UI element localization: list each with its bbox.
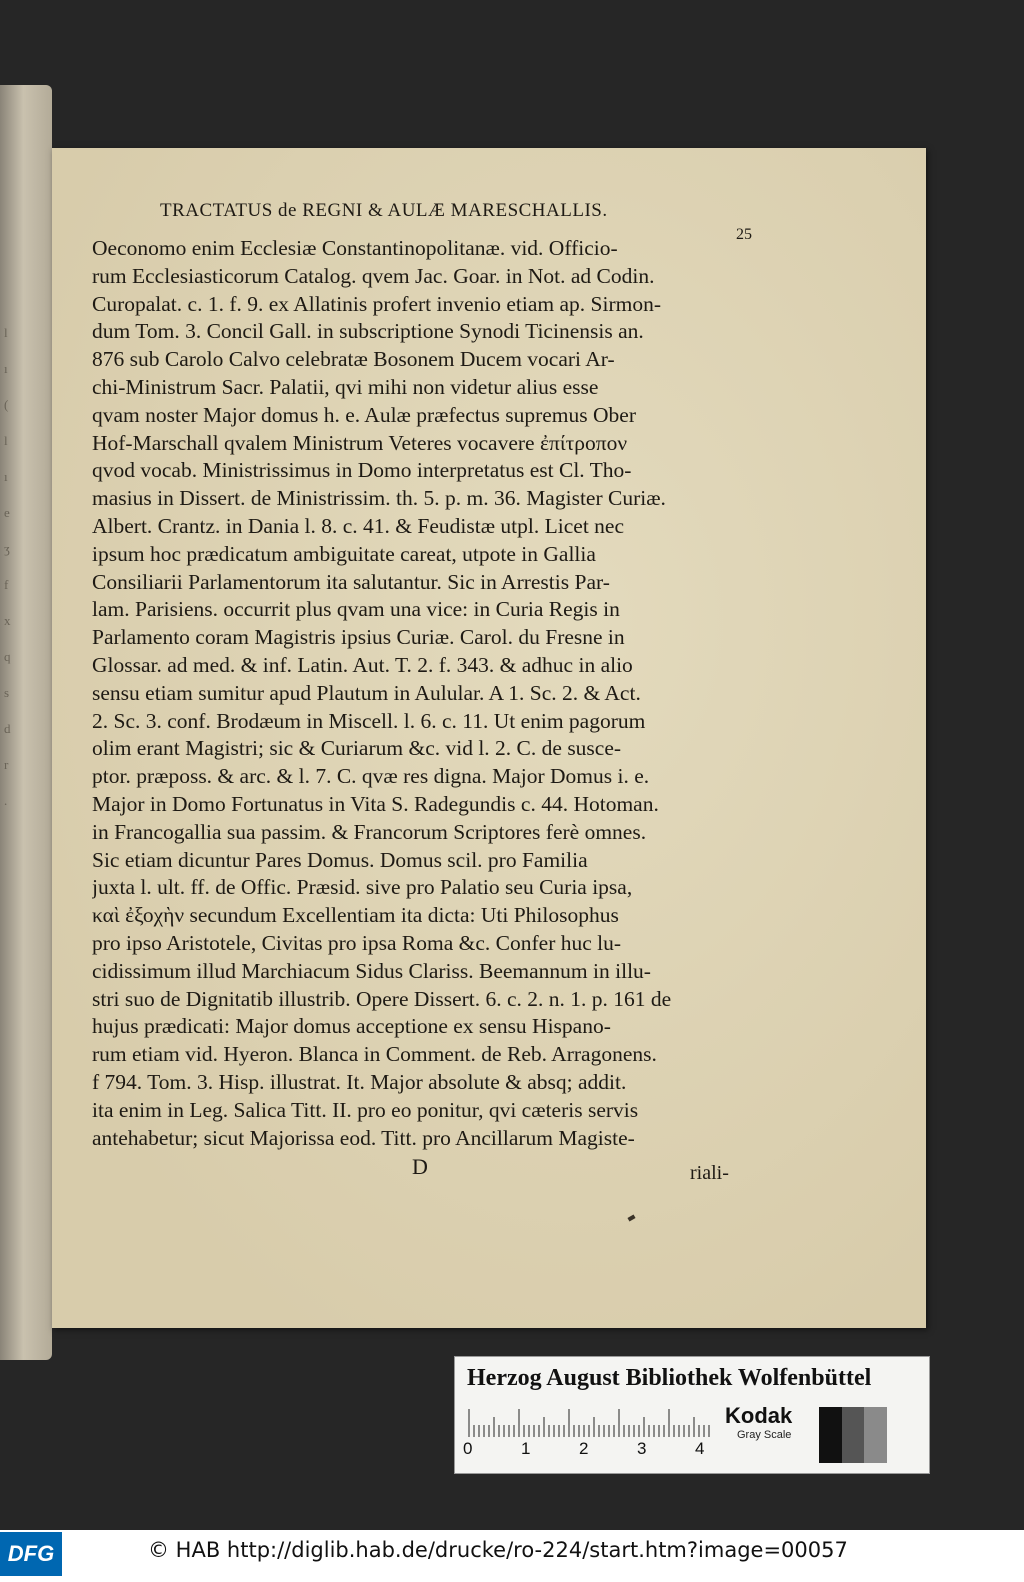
text-line: Parlamento coram Magistris ipsius Curiæ. Carol. du Fresne in bbox=[92, 625, 625, 650]
text-line: Albert. Crantz. in Dania l. 8. c. 41. & Feudistæ utpl. Licet nec bbox=[92, 513, 625, 538]
gray-scale-label: Gray Scale bbox=[737, 1429, 792, 1441]
text-line: antehabetur; sicut Majorissa eod. Titt. pro Ancillarum Magiste- bbox=[92, 1125, 635, 1150]
text-line: qvod vocab. Ministrissimus in Domo interpretatus est Cl. Tho- bbox=[92, 458, 632, 483]
text-line: Major in Domo Fortunatus in Vita S. Radegundis c. 44. Hotoman. bbox=[92, 791, 659, 816]
dfg-logo: DFG bbox=[0, 1532, 62, 1576]
running-head: TRACTATUS de REGNI & AULÆ MARESCHALLIS. bbox=[160, 200, 608, 221]
text-line: 2. Sc. 3. conf. Brodæum in Miscell. l. 6. c. 11. Ut enim pagorum bbox=[92, 708, 646, 733]
gray-swatch bbox=[887, 1407, 910, 1463]
text-line: lam. Parisiens. occurrit plus qvam una vice: in Curia Regis in bbox=[92, 597, 620, 622]
copyright-link[interactable]: © HAB http://diglib.hab.de/drucke/ro-224/start.htm?image=00057 bbox=[148, 1538, 848, 1562]
text-line: rum Ecclesiasticorum Catalog. qvem Jac. Goar. in Not. ad Codin. bbox=[92, 263, 655, 288]
ruler-number: 1 bbox=[521, 1439, 531, 1458]
adjacent-page-marks: l ı ( l ı e ʒ f x q s d r . bbox=[4, 325, 11, 808]
ruler-scale bbox=[465, 1407, 715, 1437]
ruler-number: 4 bbox=[695, 1439, 705, 1458]
text-line: olim erant Magistri; sic & Curiarum &c. vid l. 2. C. de susce- bbox=[92, 736, 622, 761]
text-line: f 794. Tom. 3. Hisp. illustrat. It. Major absolute & absq; addit. bbox=[92, 1069, 627, 1094]
gray-swatch bbox=[864, 1407, 887, 1463]
text-line: ita enim in Leg. Salica Titt. II. pro eo ponitur, qvi cæteris servis bbox=[92, 1097, 639, 1122]
book-page bbox=[52, 148, 926, 1328]
gray-swatches bbox=[819, 1407, 909, 1463]
text-line: masius in Dissert. de Ministrissim. th. 5. p. m. 36. Magister Curiæ. bbox=[92, 486, 666, 511]
ruler-number: 2 bbox=[579, 1439, 589, 1458]
adjacent-page-edge bbox=[0, 85, 52, 1360]
text-line: Consiliarii Parlamentorum ita salutantur. Sic in Arrestis Par- bbox=[92, 569, 610, 594]
text-line: cidissimum illud Marchiacum Sidus Clariss. Beemannum in illu- bbox=[92, 958, 651, 983]
ruler-number: 0 bbox=[463, 1439, 473, 1458]
text-line: dum Tom. 3. Concil Gall. in subscriptione Synodi Ticinensis an. bbox=[92, 319, 644, 344]
text-line: sensu etiam sumitur apud Plautum in Aulular. A 1. Sc. 2. & Act. bbox=[92, 680, 641, 705]
text-line: ptor. præposs. & arc. & l. 7. C. qvæ res digna. Major Domus i. e. bbox=[92, 764, 650, 789]
catchword: riali- bbox=[690, 1162, 729, 1184]
kodak-brand: Kodak bbox=[725, 1403, 793, 1428]
library-name: Herzog August Bibliothek Wolfenbüttel bbox=[467, 1365, 872, 1391]
text-line: stri suo de Dignitatib illustrib. Opere Dissert. 6. c. 2. n. 1. p. 161 de bbox=[92, 986, 672, 1011]
ink-speck bbox=[627, 1215, 635, 1222]
text-line: pro ipso Aristotele, Civitas pro ipsa Roma &c. Confer huc lu- bbox=[92, 930, 622, 955]
gray-swatch bbox=[819, 1407, 842, 1463]
text-line: Sic etiam dicuntur Pares Domus. Domus scil. pro Familia bbox=[92, 847, 588, 872]
text-line: ipsum hoc prædicatum ambiguitate careat, utpote in Gallia bbox=[92, 541, 596, 566]
text-line: in Francogallia sua passim. & Francorum Scriptores ferè omnes. bbox=[92, 819, 647, 844]
text-line: Hof-Marschall qvalem Ministrum Veteres vocavere ἐπίτροπον bbox=[92, 430, 628, 455]
text-line: Oeconomo enim Ecclesiæ Constantinopolitanæ. vid. Officio- bbox=[92, 236, 618, 260]
body-text bbox=[92, 235, 816, 1152]
ruler-number: 3 bbox=[637, 1439, 647, 1458]
text-line: juxta l. ult. ff. de Offic. Præsid. sive pro Palatio seu Curia ipsa, bbox=[92, 875, 633, 900]
text-line: Glossar. ad med. & inf. Latin. Aut. T. 2. f. 343. & adhuc in alio bbox=[92, 652, 633, 677]
gray-swatch bbox=[842, 1407, 865, 1463]
text-line: 876 sub Carolo Calvo celebratæ Bosonem Ducem vocari Ar- bbox=[92, 347, 615, 372]
text-line: hujus prædicati: Major domus acceptione ex sensu Hispano- bbox=[92, 1014, 611, 1039]
text-line: chi-Ministrum Sacr. Palatii, qvi mihi non videtur alius esse bbox=[92, 374, 599, 399]
footer-bar bbox=[0, 1530, 1024, 1582]
text-line: καὶ ἐξοχὴν secundum Excellentiam ita dicta: Uti Philosophus bbox=[92, 903, 619, 928]
text-line: Curopalat. c. 1. f. 9. ex Allatinis profert invenio etiam ap. Sirmon- bbox=[92, 291, 662, 316]
library-color-card bbox=[454, 1356, 930, 1474]
page-number: 25 bbox=[736, 226, 752, 243]
signature-mark: D bbox=[412, 1154, 428, 1179]
text-line: qvam noster Major domus h. e. Aulæ præfectus supremus Ober bbox=[92, 402, 636, 427]
text-line: rum etiam vid. Hyeron. Blanca in Comment. de Reb. Arragonens. bbox=[92, 1042, 657, 1067]
